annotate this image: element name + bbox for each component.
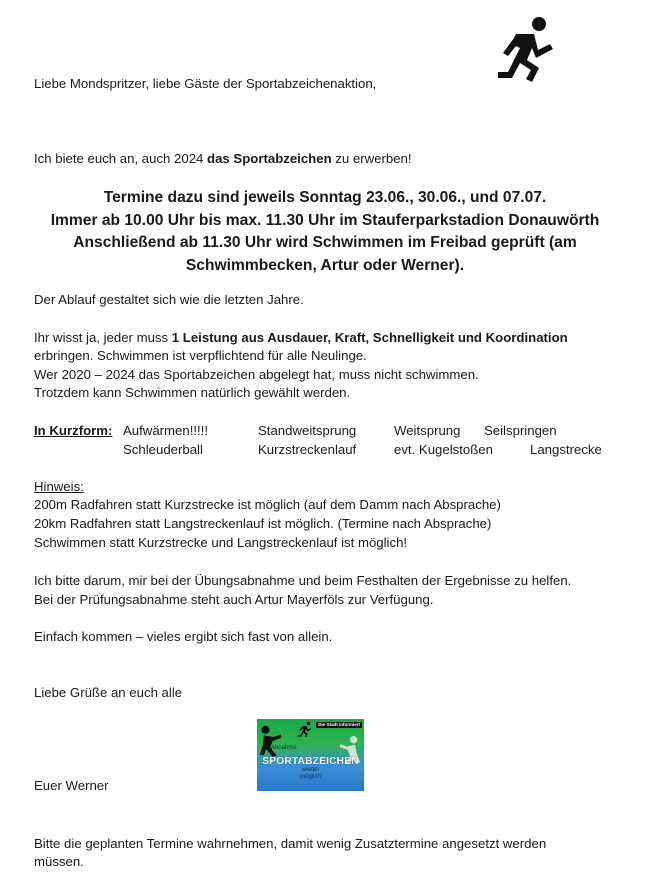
kurzform-item: evt. Kugelstoßen bbox=[394, 442, 493, 457]
kurzform-item: Weitsprung bbox=[394, 423, 461, 438]
requirements-line-4: Trotzdem kann Schwimmen natürlich gewählt werden. bbox=[34, 385, 351, 400]
dates-line: Termine dazu sind jeweils Sonntag 23.06., 30.06., und 07.07. bbox=[103, 189, 547, 206]
requirements-line-3: Wer 2020 – 2024 das Sportabzeichen abgelegt hat, muss nicht schwimmen. bbox=[34, 367, 479, 382]
hinweis-label: Hinweis: bbox=[34, 479, 84, 494]
badge-main-text: SPORTABZEICHEN bbox=[262, 756, 359, 767]
sportabzeichen-badge bbox=[257, 719, 364, 791]
kurzform-item: Seilspringen bbox=[484, 423, 557, 438]
greeting: Liebe Mondspritzer, liebe Gäste der Sportabzeichenaktion, bbox=[34, 76, 377, 91]
kurzform-item: Langstrecke bbox=[530, 442, 602, 457]
offer-bold: das Sportabzeichen bbox=[207, 151, 332, 166]
kurzform-item: Standweitsprung bbox=[258, 423, 357, 438]
runner-figure-icon bbox=[297, 721, 314, 738]
help-line: Bei der Prüfungsabnahme steht auch Artur Mayerföls zur Verfügung. bbox=[34, 592, 434, 607]
hinweis-line: 20km Radfahren statt Langstreckenlauf ist möglich. (Termine nach Absprache) bbox=[34, 516, 492, 531]
einfach-text: Einfach kommen – vieles ergibt sich fast von allein. bbox=[34, 629, 333, 644]
badge-sub-text: möglich bbox=[300, 774, 321, 780]
kurzform-item: Aufwärmen!!!!! bbox=[123, 423, 209, 438]
requirements-line-2: erbringen. Schwimmen ist verpflichtend für alle Neulinge. bbox=[34, 348, 367, 363]
running-man-icon bbox=[494, 14, 560, 84]
requirements-bold: 1 Leistung aus Ausdauer, Kraft, Schnelligkeit und Koordination bbox=[171, 330, 568, 345]
dates-line: Immer ab 10.00 Uhr bis max. 11.30 Uhr im Stauferparkstadion Donauwörth bbox=[50, 211, 600, 229]
kurzform-item: Kurzstreckenlauf bbox=[258, 442, 357, 457]
requirements-line-1 bbox=[34, 329, 568, 348]
offer-line bbox=[34, 150, 412, 169]
requirements-prefix: Ihr wisst ja, jeder muss bbox=[34, 330, 172, 345]
closing-line: müssen. bbox=[34, 854, 84, 869]
help-line: Ich bitte darum, mir bei der Übungsabnahme und beim Festhalten der Ergebnisse zu helfen. bbox=[34, 573, 572, 588]
offer-prefix: Ich biete euch an, auch 2024 bbox=[34, 151, 208, 166]
offer-suffix: zu erwerben! bbox=[331, 151, 412, 166]
dates-line: Anschließend ab 11.30 Uhr wird Schwimmen im Freibad geprüft (am bbox=[73, 234, 577, 251]
badge-top-text: Abnahme bbox=[271, 745, 297, 751]
signature: Euer Werner bbox=[34, 778, 109, 793]
closing-line: Bitte die geplanten Termine wahrnehmen, damit wenig Zusatztermine angesetzt werden bbox=[34, 836, 547, 851]
ablauf-text: Der Ablauf gestaltet sich wie die letzten Jahre. bbox=[34, 292, 304, 307]
kurzform-item: Schleuderball bbox=[123, 442, 203, 457]
hinweis-line: Schwimmen statt Kurzstrecke und Langstreckenlauf ist möglich! bbox=[34, 535, 408, 550]
kurzform-label: In Kurzform: bbox=[34, 423, 113, 438]
dates-line: Schwimmbecken, Artur oder Werner). bbox=[185, 256, 465, 274]
badge-sub-text: wieder bbox=[301, 767, 320, 773]
hinweis-line: 200m Radfahren statt Kurzstrecke ist möglich (auf dem Damm nach Absprache) bbox=[34, 497, 501, 512]
dates-block bbox=[0, 187, 650, 277]
greetings-closing: Liebe Grüße an euch alle bbox=[34, 685, 183, 700]
badge-tag: Die Stadt informiert bbox=[318, 722, 360, 727]
